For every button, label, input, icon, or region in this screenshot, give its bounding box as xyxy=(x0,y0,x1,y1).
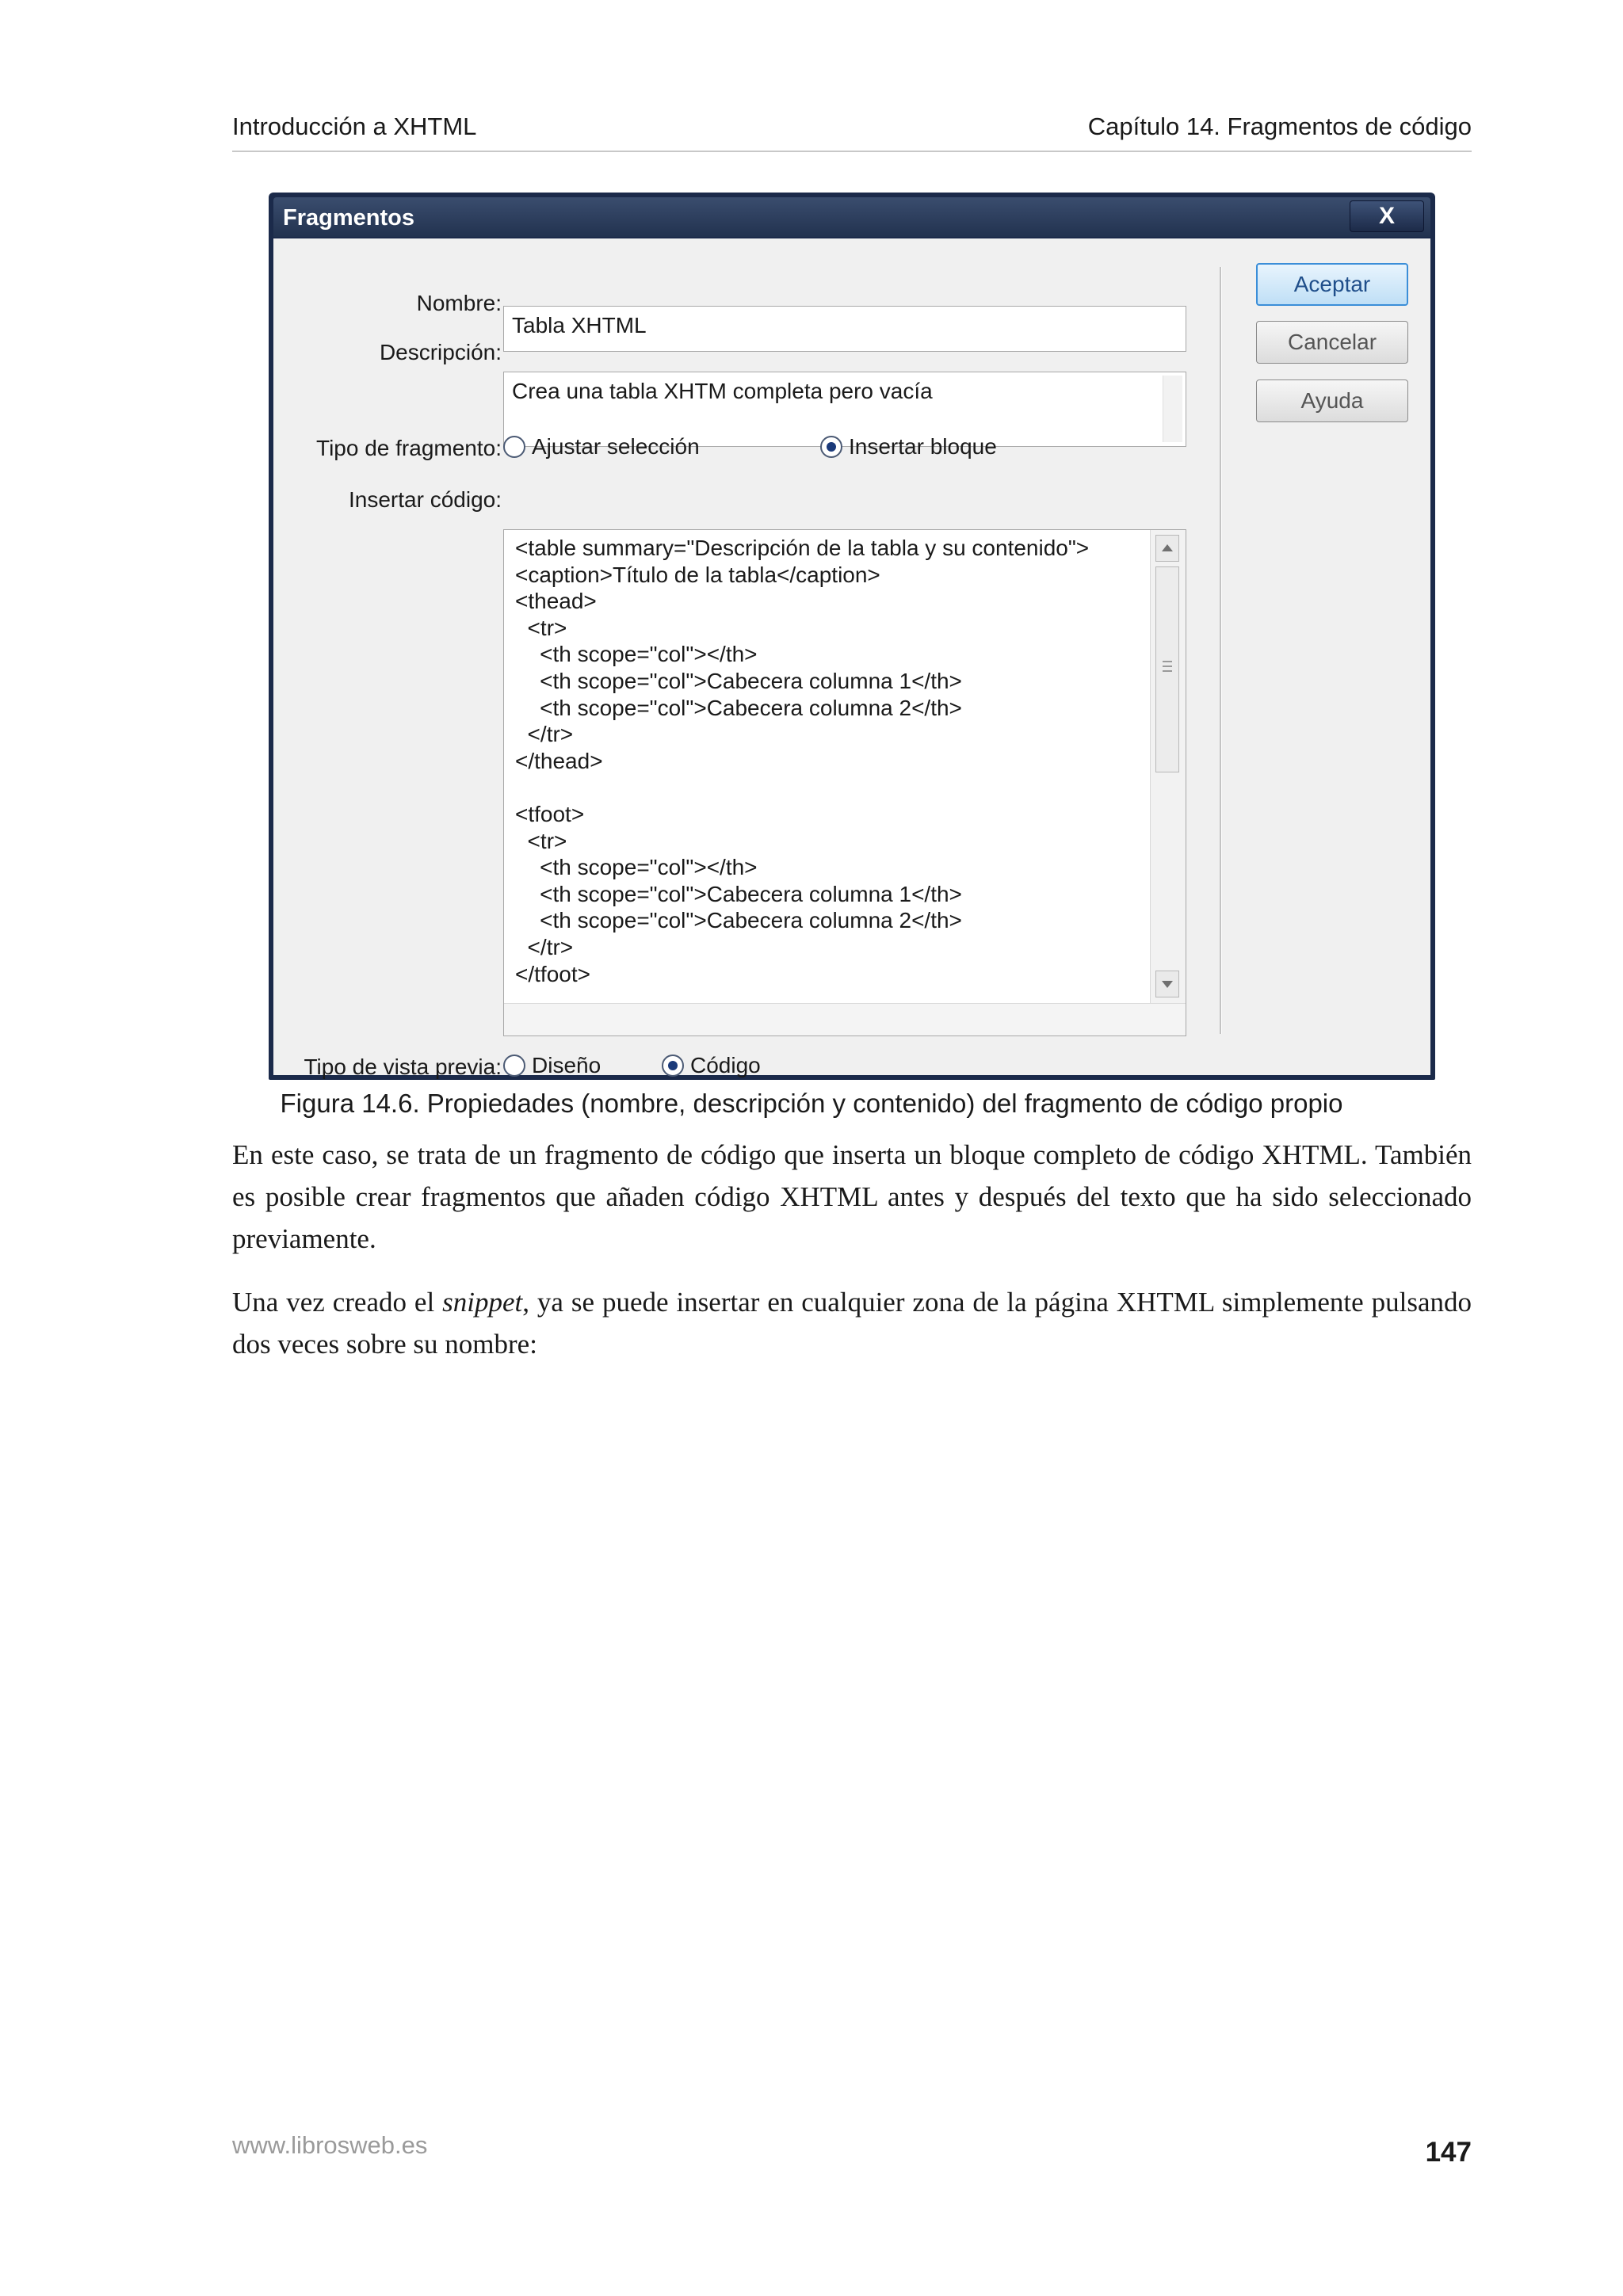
radio-circle xyxy=(503,436,525,458)
radio-code[interactable] xyxy=(662,1053,761,1078)
preview-type-label: Tipo de vista previa: xyxy=(304,1055,502,1079)
radio-label: Insertar bloque xyxy=(849,434,997,459)
dialog-titlebar[interactable] xyxy=(273,197,1430,237)
insert-code-label: Insertar código: xyxy=(349,487,502,512)
book-title: Introducción a XHTML xyxy=(232,113,477,140)
radio-dot xyxy=(668,1061,678,1070)
description-text: Crea una tabla XHTM completa pero vacía xyxy=(512,379,933,403)
radio-label: Código xyxy=(690,1053,761,1077)
paragraph-2-text-end: , ya se puede insertar en cualquier zona de la página XHTML simplemente pulsando dos veces sobre su nombre: xyxy=(232,1287,1472,1360)
accept-button[interactable]: Aceptar xyxy=(1256,263,1408,306)
close-button[interactable]: X xyxy=(1350,200,1424,232)
grip-line xyxy=(1163,670,1172,672)
radio-circle-checked xyxy=(662,1055,684,1077)
code-line: <th scope="col">Cabecera columna 1</th> xyxy=(515,881,962,906)
code-line: </thead> xyxy=(515,748,603,773)
code-line: <th scope="col">Cabecera columna 2</th> xyxy=(515,695,962,720)
scroll-thumb[interactable] xyxy=(1155,566,1179,772)
code-line: <tr> xyxy=(515,615,567,640)
page-header xyxy=(232,109,1472,152)
scroll-up-arrow-icon[interactable] xyxy=(1155,535,1179,562)
radio-circle-checked xyxy=(820,436,842,458)
name-input[interactable]: Tabla XHTML xyxy=(503,306,1186,352)
horizontal-scrollbar[interactable] xyxy=(504,1003,1186,1035)
code-line: <table summary="Descripción de la tabla y su contenido"> xyxy=(515,536,1090,560)
code-line: <th scope="col"></th> xyxy=(515,855,758,880)
code-line: <th scope="col">Cabecera columna 1</th> xyxy=(515,668,962,693)
description-label: Descripción: xyxy=(379,340,502,364)
footer-website: www.librosweb.es xyxy=(232,2131,428,2159)
dialog-body xyxy=(273,238,1430,1079)
help-button[interactable]: Ayuda xyxy=(1256,379,1408,422)
scroll-down-arrow-icon[interactable] xyxy=(1155,971,1179,997)
chapter-title: Capítulo 14. Fragmentos de código xyxy=(1087,113,1472,140)
vertical-separator xyxy=(1220,267,1222,1034)
code-line xyxy=(515,774,1089,801)
name-label: Nombre: xyxy=(416,291,502,315)
page-number: 147 xyxy=(1425,2137,1472,2168)
fragment-type-label: Tipo de fragmento: xyxy=(316,436,502,460)
code-line: <tfoot> xyxy=(515,801,585,826)
cancel-button[interactable]: Cancelar xyxy=(1256,321,1408,364)
dialog-title: Fragmentos xyxy=(283,205,414,231)
paragraph-2-emphasis: snippet xyxy=(442,1287,523,1318)
code-line: <th scope="col">Cabecera columna 2</th> xyxy=(515,908,962,933)
paragraph-2 xyxy=(232,1281,1472,1365)
radio-label: Diseño xyxy=(532,1053,601,1077)
code-lines xyxy=(515,535,1089,987)
radio-label: Ajustar selección xyxy=(532,434,700,459)
radio-design[interactable] xyxy=(503,1053,601,1078)
code-line: </tr> xyxy=(515,934,574,959)
radio-circle xyxy=(503,1055,525,1077)
snippet-dialog xyxy=(269,193,1435,1080)
code-line: <caption>Título de la tabla</caption> xyxy=(515,562,880,587)
vertical-scrollbar[interactable] xyxy=(1150,530,1186,1004)
figure-caption: Figura 14.6. Propiedades (nombre, descripción y contenido) del fragmento de código propio xyxy=(280,1089,1343,1118)
paragraph-2-text: Una vez creado el xyxy=(232,1287,443,1318)
paragraph-1: En este caso, se trata de un fragmento de código que inserta un bloque completo de código XHTML. También es posible crear fragmentos que añaden código XHTML antes y después del texto que ha sido seleccionado previamente. xyxy=(232,1139,1472,1254)
code-line: <th scope="col"></th> xyxy=(515,642,758,667)
radio-wrap-selection[interactable] xyxy=(503,434,700,460)
description-scrollbar[interactable] xyxy=(1163,376,1182,442)
code-line: </tfoot> xyxy=(515,961,590,986)
radio-insert-block[interactable] xyxy=(820,434,997,460)
code-textarea[interactable] xyxy=(503,529,1186,1036)
code-line: <thead> xyxy=(515,589,597,614)
grip-line xyxy=(1163,661,1172,662)
code-line: </tr> xyxy=(515,722,574,747)
radio-dot xyxy=(827,442,836,452)
grip-line xyxy=(1163,666,1172,667)
code-line: <tr> xyxy=(515,828,567,853)
